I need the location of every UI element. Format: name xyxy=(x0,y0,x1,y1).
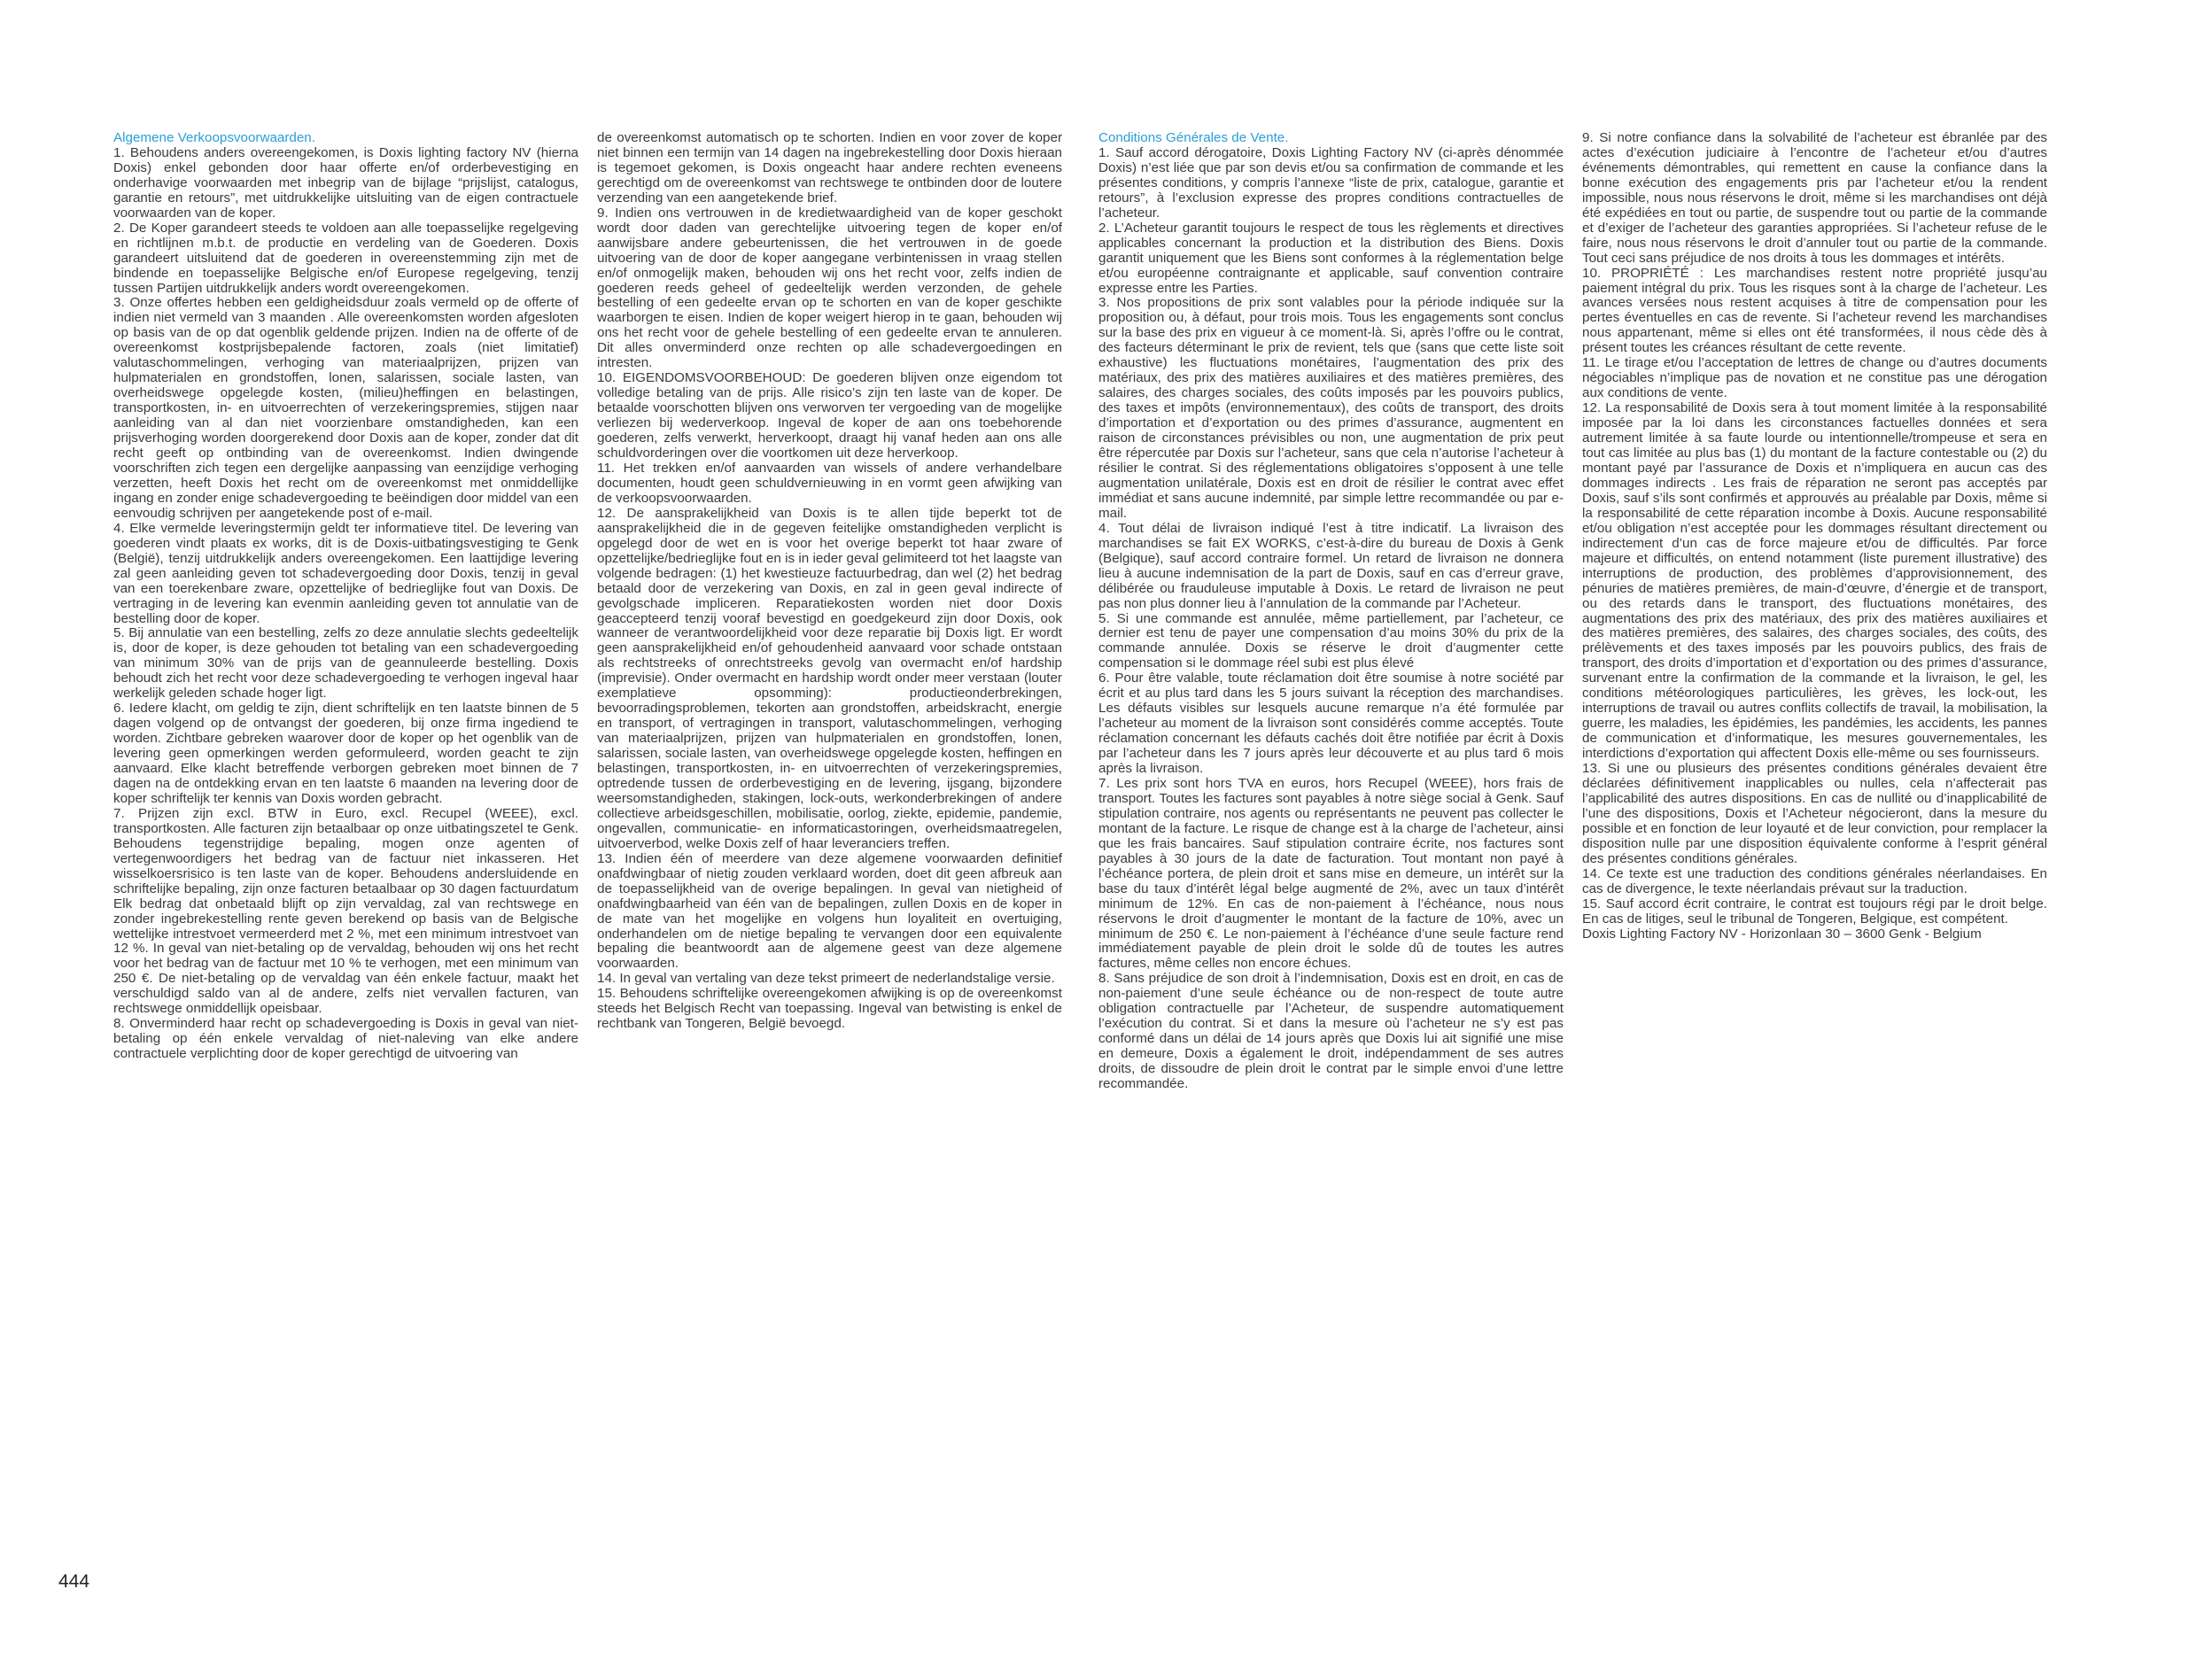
clause-fr-6: 6. Pour être valable, toute réclamation doit être soumise à notre société par écrit et au plus tard dans les 5 jours suivant la réception des marchandises. Les défauts visibles sur lesquels aucune remarque n’a été formulée par l’acheteur au moment de la livraison sont considérés comme acceptés. Toute réclamation concernant les défauts cachés doit être notifiée par écrit à Doxis par l’acheteur dans les 7 jours après leur découverte et au plus tard 6 mois après la livraison. xyxy=(1098,671,1564,777)
title-nl: Algemene Verkoopsvoorwaarden. xyxy=(113,131,315,145)
column-fr-1 xyxy=(1098,131,1564,1092)
company-address: Doxis Lighting Factory NV - Horizonlaan 30 – 3600 Genk - Belgium xyxy=(1582,926,1982,942)
clause-nl-11: 11. Het trekken en/of aanvaarden van wissels of andere verhandelbare documenten, houdt geen schuldvernieuwing in en vormt geen afwijking van de verkoopsvoorwaarden. xyxy=(597,460,1062,506)
column-nl-2 xyxy=(597,131,1062,1032)
column-nl-1 xyxy=(113,131,578,1062)
clause-nl-6: 6. Iedere klacht, om geldig te zijn, dient schriftelijk en ten laatste binnen de 5 dagen volgend op de ontvangst der goederen, bij onze firma ingediend te worden. Zichtbare gebreken waarover door de koper op het ogenblik van de levering geen opmerkingen werden geformuleerd, worden geacht te zijn aanvaard. Elke klacht betreffende verborgen gebreken moet binnen de 7 dagen na de ontdekking ervan en ten laatste 6 maanden na levering door de koper schriftelijk ter kennis van Doxis worden gebracht. xyxy=(113,701,578,806)
title-fr: Conditions Générales de Vente. xyxy=(1098,131,1289,145)
clause-nl-9: 9. Indien ons vertrouwen in de kredietwaardigheid van de koper geschokt wordt door daden van gerechtelijke uitvoering tegen de koper en/of aanwijsbare andere gebeurtenissen, die het vertrouwen in de goede uitvoering van de door de koper aangegane verbintenissen in vraag stellen en/of onmogelijk maken, behouden wij ons het recht voor, zelfs indien de goederen reeds geheel of gedeeltelijk werden verzonden, de gehele bestelling of een gedeelte ervan op te schorten en van de koper geschikte waarborgen te eisen. Indien de koper weigert hierop in te gaan, behouden wij ons het recht voor de gehele bestelling of een gedeelte ervan te annuleren. Dit alles onverminderd onze rechten op alle schadevergoedingen en intresten. xyxy=(597,205,1062,371)
clause-nl-13: 13. Indien één of meerdere van deze algemene voorwaarden definitief onafdwingbaar of nietig zouden verklaard worden, doet dit geen afbreuk aan de toepasselijkheid van de overige bepalingen. In geval van nietigheid of onafdwingbaarheid van één van de bepalingen, zullen Doxis en de koper in de mate van het mogelijke en volgens hun loyaliteit en overtuiging, onderhandelen om de nietige bepaling te vervangen door een equivalente bepaling die beantwoordt aan de algemene geest van deze algemene voorwaarden. xyxy=(597,850,1062,972)
clause-fr-10: 10. PROPRIÉTÉ : Les marchandises restent notre propriété jusqu’au paiement intégral du prix. Tous les risques sont à la charge de l’acheteur. Les avances versées nous restent acquises à titre de compensation pour les pertes éventuelles en cas de revente. Si l’acheteur revend les marchandises nous appartenant, même si elles ont été transformées, il nous cède dès à présent toutes les créances résultant de cette revente. xyxy=(1582,265,2047,356)
clause-fr-8: 8. Sans préjudice de son droit à l’indemnisation, Doxis est en droit, en cas de non-paiement d’une seule échéance ou de non-respect de toute autre obligation contractuelle par l’Acheteur, de suspendre automatiquement l’exécution du contrat. Si et dans la mesure où l’acheteur ne s’y est pas conformé dans un délai de 14 jours après que Doxis lui ait signifié une mise en demeure, Doxis a également le droit, indépendamment de ses autres droits, de dissoudre de plein droit le contrat par le simple envoi d’une lettre recommandée. xyxy=(1098,971,1564,1092)
page-number: 444 xyxy=(58,1571,90,1592)
clause-fr-4: 4. Tout délai de livraison indiqué l’est à titre indicatif. La livraison des marchandises se fait EX WORKS, c’est-à-dire du bureau de Doxis à Genk (Belgique), sauf accord contraire formel. Un retard de livraison ne donnera lieu à aucune indemnisation de la part de Doxis, sauf en cas d’erreur grave, délibérée ou frauduleuse imputable à Doxis. Le retard de livraison ne peut pas non plus donner lieu à l’annulation de la commande par l’Acheteur. xyxy=(1098,520,1564,611)
clause-fr-3: 3. Nos propositions de prix sont valables pour la période indiquée sur la proposition ou, à défaut, pour trois mois. Tous les engagements sont conclus sur la base des prix en vigueur à ce moment-là. Si, après l’offre ou le contrat, des facteurs déterminant le prix de revient, tels que (sans que cette liste soit exhaustive) les fluctuations monétaires, l’augmentation des prix des matériaux, des prix des matières auxiliaires et des matières premières, des salaires, des charges sociales, des coûts imposés par les pouvoirs publics, des taxes et impôts (environnementaux), des coûts de transport, des droits d’importation et d’exportation ou des primes d’assurance, augmentent en raison de circonstances prévisibles ou non, une augmentation de prix peut être répercutée par Doxis sur l’acheteur, sans que cela n’autorise l’acheteur à résilier le contrat. Si des réglementations obligatoires s’opposent à une telle augmentation unilatérale, Doxis est en droit de résilier le contrat avec effet immédiat et sans aucune indemnité, par simple lettre recommandée ou par e-mail. xyxy=(1098,295,1564,521)
clause-fr-13: 13. Si une ou plusieurs des présentes conditions générales devaient être déclarées définitivement inapplicables ou nulles, cela n’affecterait pas l’applicabilité des autres dispositions. En cas de nullité ou d’inapplicabilité de l’une des dispositions, Doxis et l’Acheteur négocieront, dans la mesure du possible et en fonction de leur loyauté et de leur conviction, pour remplacer la disposition nulle par une disposition équivalente conforme à l’esprit général des présentes conditions générales. xyxy=(1582,761,2047,866)
clause-nl-8-start: 8. Onverminderd haar recht op schadevergoeding is Doxis in geval van niet-betaling op één enkele vervaldag of niet-naleving van elke andere contractuele verplichting door de koper gerechtigd de uitvoering van xyxy=(113,1016,578,1062)
clause-fr-9: 9. Si notre confiance dans la solvabilité de l’acheteur est ébranlée par des actes d’exécution judiciaire à l’encontre de l’acheteur et/ou d’autres événements démontrables, qui remettent en cause la confiance dans la bonne exécution des engagements pris par l’acheteur et/ou la rendent impossible, nous nous réservons le droit, même si les marchandises ont déjà été expédiées en tout ou partie, de suspendre tout ou partie de la commande et d’exiger de l’acheteur des garanties appropriées. Si l’acheteur refuse de le faire, nous nous réservons le droit d’annuler tout ou partie de la commande. Tout ceci sans préjudice de nos droits à tous les dommages et intérêts. xyxy=(1582,131,2047,266)
clause-nl-12: 12. De aansprakelijkheid van Doxis is te allen tijde beperkt tot de aansprakelijkheid die in de gegeven feitelijke omstandigheden verplicht is opgelegd door de wet en is voor het overige beperkt tot haar zware of opzettelijke/bedrieglijke fout en is in ieder geval gelimiteerd tot het laagste van volgende bedragen: (1) het kwestieuze factuurbedrag, dan wel (2) het bedrag betaald door de verzekering van Doxis, en zal in geen geval indirecte of gevolgschade impliceren. Reparatiekosten worden niet door Doxis geaccepteerd tenzij vooraf bevestigd en goedgekeurd zijn door Doxis, ook wanneer de verantwoordelijkheid voor deze reparatie bij Doxis ligt. Er wordt geen aansprakelijkheid en/of gehoudenheid aanvaard voor schade ontstaan als rechtstreeks of onrechtstreeks gevolg van overmacht en/of hardship (imprevisie). Onder overmacht en hardship wordt onder meer verstaan (louter exemplatieve opsomming): productieonderbrekingen, bevoorradingsproblemen, tekorten aan grondstoffen, arbeidskracht, energie en transport, of vertragingen in transport, valutaschommelingen, verhoging van materiaalprijzen, prijzen van hulpmaterialen en grondstoffen, lonen, salarissen, sociale lasten, van overheidswege opgelegde kosten, heffingen en belastingen, transportkosten, in- en uitvoerrechten of verzekeringspremies, optredende tussen de orderbevestiging en de levering, ijsgang, bijzondere weersomstandigheden, stakingen, lock-outs, werkonderbrekingen of andere collectieve arbeidsgeschillen, mobilisatie, oorlog, ziekte, epidemie, pandemie, ongevallen, communicatie- en informaticastoringen, overheidsmaatregelen, uitvoerverbod, welke Doxis zelf of haar leveranciers treffen. xyxy=(597,505,1062,851)
clause-fr-12: 12. La responsabilité de Doxis sera à tout moment limitée à la responsabilité imposée par la loi dans les circonstances factuelles données et sera autrement limitée à sa faute lourde ou intentionnelle/trompeuse et sera en tout cas limitée au plus bas (1) du montant de la facture contestable ou (2) du montant payé par l’assurance de Doxis et n’impliquera en aucun cas des dommages indirects . Les frais de réparation ne seront pas acceptés par Doxis, sauf s’ils sont confirmés et approuvés au préalable par Doxis, même si la responsabilité de cette réparation incombe à Doxis. Aucune responsabilité et/ou obligation n’est acceptée pour les dommages résultant directement ou indirectement d’un cas de force majeure et/ou de difficultés. Par force majeure et difficultés, on entend notamment (liste purement illustrative) des interruptions de production, des problèmes d’approvisionnement, des pénuries de matières premières, de main-d’œuvre, d’énergie et de transport, ou des retards dans le transport, des fluctuations monétaires, des augmentations des prix des matériaux, des prix des matières auxiliaires et des matières premières, des salaires, des charges sociales, des coûts, des prélèvements et des taxes imposés par les pouvoirs publics, des frais de transport, des droits d’importation et d’exportation ou des primes d’assurance, survenant entre la confirmation de la commande et la livraison, le gel, les conditions météorologiques particulières, les grèves, les lock-out, les interruptions de travail ou autres conflits collectifs de travail, la mobilisation, la guerre, les maladies, les épidémies, les pandémies, les accidents, les pannes de communication et d’informatique, les mesures gouvernementales, les interdictions d’exportation qui affectent Doxis elle-même ou ses fournisseurs. xyxy=(1582,400,2047,762)
clause-nl-8-end: de overeenkomst automatisch op te schorten. Indien en voor zover de koper niet binnen een termijn van 14 dagen na ingebrekestelling door Doxis hieraan is tegemoet gekomen, is Doxis ongeacht haar andere rechten eveneens gerechtigd om de overeenkomst van rechtswege te ontbinden door de loutere verzending van een aangetekende brief. xyxy=(597,131,1062,205)
clause-nl-5: 5. Bij annulatie van een bestelling, zelfs zo deze annulatie slechts gedeeltelijk is, door de koper, is deze gehouden tot betaling van een schadevergoeding van minimum 30% van de prijs van de geannuleerde bestelling. Doxis behoudt zich het recht voor deze schadevergoeding te verhogen ingeval haar werkelijk geleden schade hoger ligt. xyxy=(113,625,578,702)
clause-fr-14: 14. Ce texte est une traduction des conditions générales néerlandaises. En cas de divergence, le texte néerlandais prévaut sur la traduction. xyxy=(1582,865,2047,896)
column-fr-2 xyxy=(1582,131,2047,942)
clause-nl-2: 2. De Koper garandeert steeds te voldoen aan alle toepasselijke regelgeving en richtlijnen m.b.t. de productie en verdeling van de Goederen. Doxis garandeert uitsluitend dat de goederen in overeenstemming zijn met de bindende en toepasselijke Belgische en/of Europese regelgeving, tenzij tussen Partijen uitdrukkelijk anders wordt overeengekomen. xyxy=(113,220,578,296)
clause-fr-2: 2. L’Acheteur garantit toujours le respect de tous les règlements et directives applicables concernant la production et la distribution des Biens. Doxis garantit uniquement que les Biens sont conformes à la réglementation belge et/ou européenne contraignante et applicable, sauf convention contraire expresse entre les Parties. xyxy=(1098,220,1564,296)
clause-fr-1: 1. Sauf accord dérogatoire, Doxis Lighting Factory NV (ci-après dénommée Doxis) n’est liée que par son devis et/ou sa confirmation de commande et les présentes conditions, y compris l’annexe “liste de prix, catalogue, garantie et retours”, à l’exclusion expresse des propres conditions contractuelles de l’acheteur. xyxy=(1098,144,1564,221)
clause-nl-3: 3. Onze offertes hebben een geldigheidsduur zoals vermeld op de offerte of indien niet vermeld van 3 maanden . Alle overeenkomsten worden afgesloten op basis van de op dat ogenblik geldende prijzen. Indien na de offerte of de overeenkomst kostprijsbepalende factoren, zoals (niet limitatief) valutaschommelingen, verhoging van materiaalprijzen, prijzen van hulpmaterialen en grondstoffen, lonen, salarissen, sociale lasten, van overheidswege opgelegde kosten, (milieu)heffingen en belastingen, transportkosten, in- en uitvoerrechten of verzekeringspremies, stijgen naar aanleiding van al dan niet voorzienbare omstandigheden, kan een prijsverhoging worden doorgerekend door Doxis aan de koper, zonder dat dit recht geeft op ontbinding van de overeenkomst. Indien dwingende voorschriften zich tegen een dergelijke aanpassing van eenzijdige verhoging verzetten, heeft Doxis het recht om de overeenkomst met onmiddellijke ingang en zonder enige schadevergoeding te beëindigen door middel van een eenvoudig schrijven per aangetekende post of e-mail. xyxy=(113,295,578,521)
clause-nl-10: 10. EIGENDOMSVOORBEHOUD: De goederen blijven onze eigendom tot volledige betaling van de prijs. Alle risico’s zijn ten laste van de koper. De betaalde voorschotten blijven ons verworven ter vergoeding van de mogelijke verliezen bij wederverkoop. Ingeval de koper de aan ons toebehorende goederen, zelfs verwerkt, herverkoopt, draagt hij vanaf heden aan ons alle schuldvorderingen over die voortkomen uit deze herverkoop. xyxy=(597,370,1062,461)
clause-nl-1: 1. Behoudens anders overeengekomen, is Doxis lighting factory NV (hierna Doxis) enkel gebonden door haar offerte en/of orderbevestiging en onderhavige voorwaarden met inbegrip van de bijlage “prijslijst, catalogus, garantie en retours”, met uitdrukkelijke uitsluiting van de eigen contractuele voorwaarden van de koper. xyxy=(113,144,578,221)
clause-fr-7: 7. Les prix sont hors TVA en euros, hors Recupel (WEEE), hors frais de transport. Toutes les factures sont payables à notre siège social à Genk. Sauf stipulation contraire, nos agents ou représentants ne peuvent pas collecter le montant de la facture. Le risque de change est à la charge de l’acheteur, ainsi que les frais bancaires. Sauf stipulation contraire écrite, nos factures sont payables à 30 jours de la date de facturation. Tout montant non payé à l’échéance portera, de plein droit et sans mise en demeure, un intérêt sur la base du taux d’intérêt légal belge augmenté de 2%, avec un taux d’intérêt minimum de 12%. En cas de non-paiement à l’échéance, nous nous réservons le droit d’augmenter le montant de la facture de 10%, avec un minimum de 250 €. Le non-paiement à l’échéance d’une seule facture rend immédiatement payable de plein droit le solde dû de toutes les autres factures, même celles non encore échues. xyxy=(1098,775,1564,972)
clause-nl-14: 14. In geval van vertaling van deze tekst primeert de nederlandstalige versie. xyxy=(597,971,1055,987)
clause-fr-5: 5. Si une commande est annulée, même partiellement, par l’acheteur, ce dernier est tenu de payer une compensation d’au moins 30% du prix de la commande annulée. Doxis se réserve le droit d’augmenter cette compensation si le dommage réel subi est plus élevé xyxy=(1098,610,1564,671)
clause-fr-15: 15. Sauf accord écrit contraire, le contrat est toujours régi par le droit belge. En cas de litiges, seul le tribunal de Tongeren, Belgique, est compétent. xyxy=(1582,895,2047,926)
clause-fr-11: 11. Le tirage et/ou l’acceptation de lettres de change ou d’autres documents négociables n’implique pas de novation et ne constitue pas une dérogation aux conditions de vente. xyxy=(1582,355,2047,401)
clause-nl-15: 15. Behoudens schriftelijke overeengekomen afwijking is op de overeenkomst steeds het Belgisch Recht van toepassing. Ingeval van betwisting is enkel de rechtbank van Tongeren, België bevoegd. xyxy=(597,986,1062,1032)
clause-nl-7: 7. Prijzen zijn excl. BTW in Euro, excl. Recupel (WEEE), excl. transportkosten. Alle facturen zijn betaalbaar op onze uitbatingszetel te Genk. Behoudens tegenstrijdige bepaling, mogen onze agenten of vertegenwoordigers het bedrag van de factuur niet inkasseren. Het wisselkoersrisico is ten laste van de koper. Behoudens andersluidende en schriftelijke bepaling, zijn onze facturen betaalbaar op 30 dagen factuurdatum Elk bedrag dat onbetaald blijft op zijn vervaldag, zal van rechtswege en zonder ingebrekestelling rente geven berekend op basis van de Belgische wettelijke intrestvoet vermeerderd met 2 %, met een minimum intrestvoet van 12 %. In geval van niet-betaling op de vervaldag, behouden wij ons het recht voor het bedrag van de factuur met 10 % te verhogen, met een minimum van 250 €. De niet-betaling op de vervaldag van één enkele factuur, maakt het verschuldigd saldo van al de andere, zelfs niet vervallen facturen, van rechtswege onmiddellijk opeisbaar. xyxy=(113,805,578,1017)
clause-nl-4: 4. Elke vermelde leveringstermijn geldt ter informatieve titel. De levering van goederen vindt plaats ex works, dit is de Doxis-uitbatingsvestiging te Genk (België), tenzij uitdrukkelijk anders overeengekomen. Een laattijdige levering zal geen aanleiding geven tot schadevergoeding door Doxis, tenzij in geval van een toerekenbare zware, opzettelijke of bedrieglijke fout van Doxis. De vertraging in de levering kan evenmin aanleiding geven tot annulatie van de bestelling door de koper. xyxy=(113,520,578,626)
